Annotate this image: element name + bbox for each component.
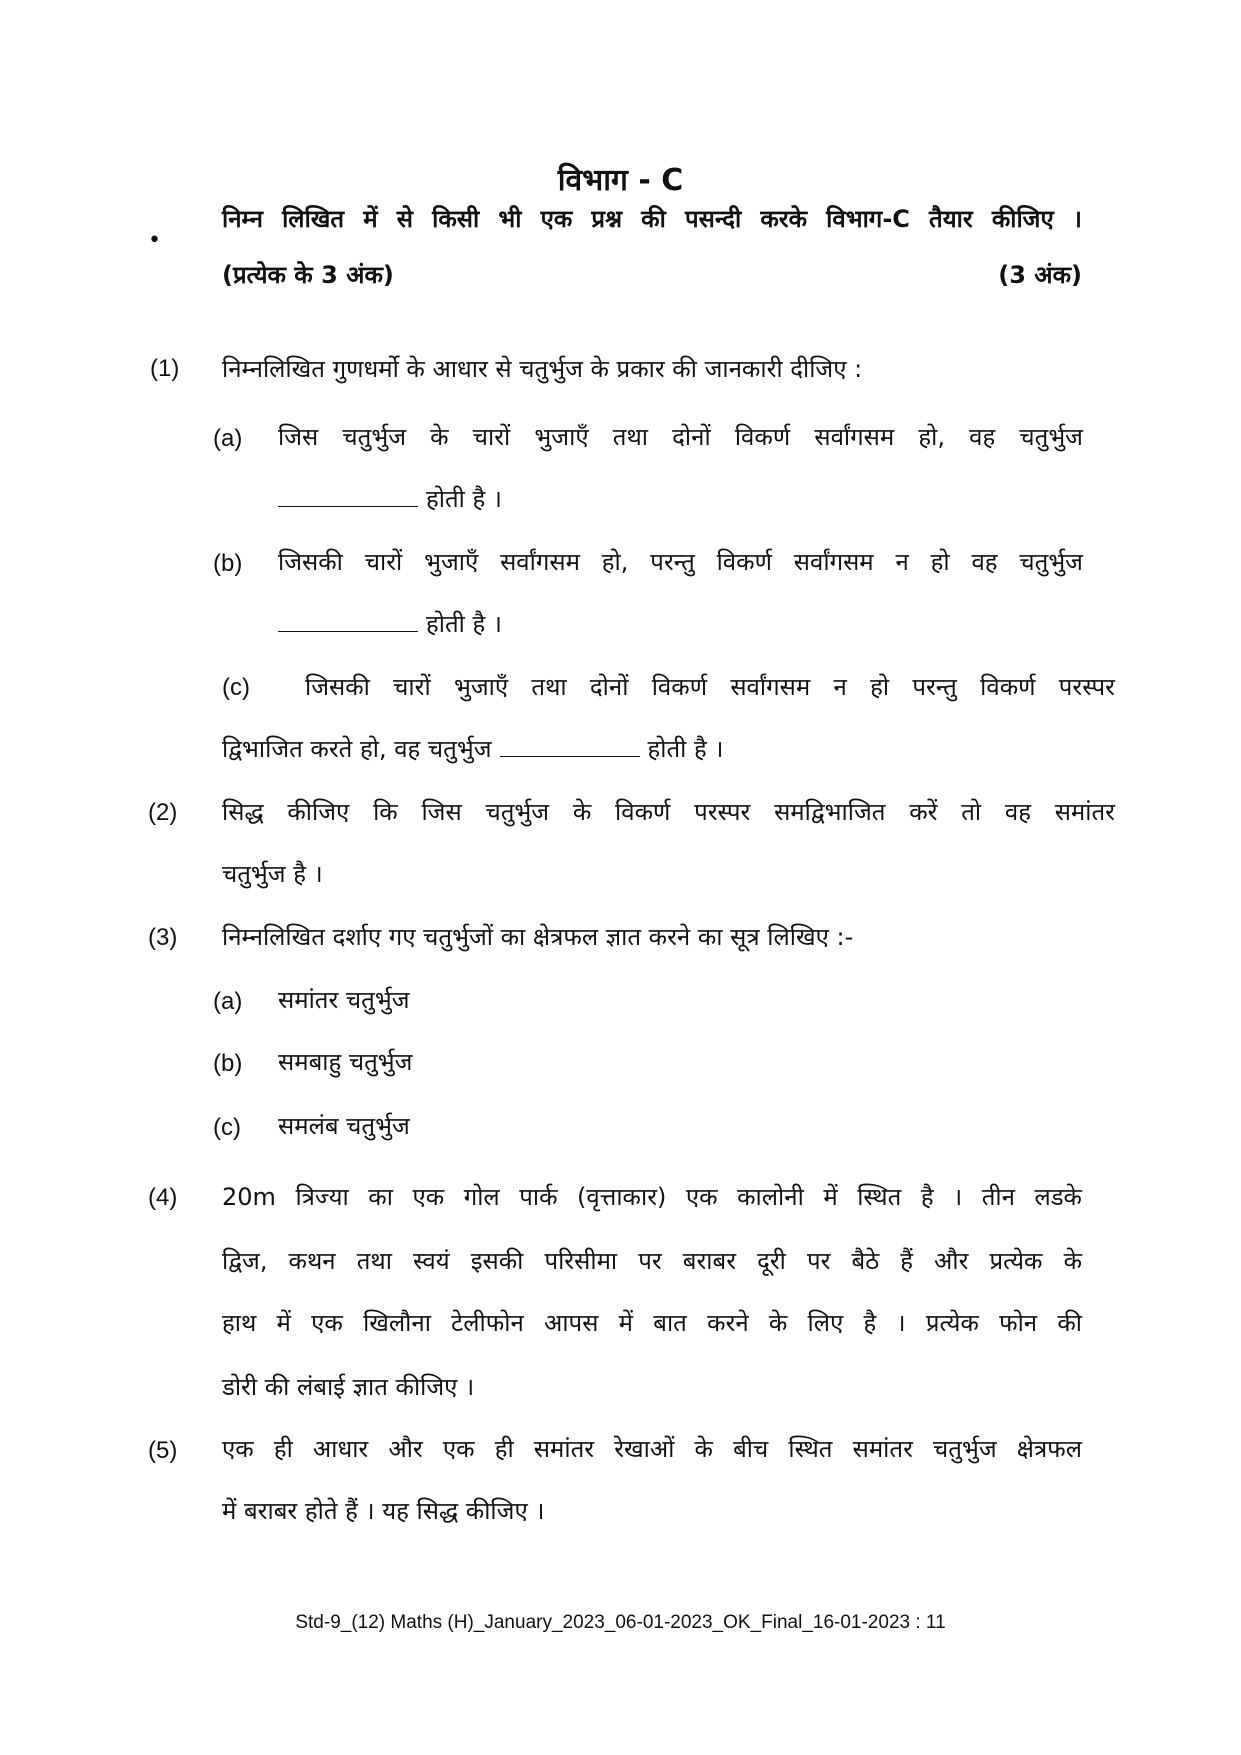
bullet: • [148, 228, 161, 253]
q1c-label: (c) [222, 674, 250, 701]
q1a-line1: जिस चतुर्भुज के चारों भुजाएँ तथा दोनों विकर्ण सर्वांगसम हो, वह चतुर्भुज [278, 423, 1083, 451]
q1b-line2 [278, 607, 502, 641]
q3b-text: समबाहु चतुर्भुज [278, 1048, 413, 1076]
q1c-line2a-text: द्विभाजित करते हो, वह चतुर्भुज [222, 735, 492, 763]
q1-number: (1) [150, 355, 180, 382]
q4-line4: डोरी की लंबाई ज्ञात कीजिए । [222, 1373, 475, 1401]
q4-line3: हाथ में एक खिलौना टेलीफोन आपस में बात करने के लिए है । प्रत्येक फोन की [222, 1309, 1082, 1337]
q1c-line2 [222, 732, 724, 766]
q3a-text: समांतर चतुर्भुज [278, 986, 410, 1014]
instruction-text: निम्न लिखित में से किसी भी एक प्रश्न की पसन्दी करके विभाग-C तैयार कीजिए । [222, 205, 1082, 233]
marks-total: (3 अंक) [998, 261, 1082, 289]
q3a-label: (a) [213, 988, 243, 1015]
q1a-label: (a) [213, 425, 243, 452]
q4-number: (4) [148, 1184, 178, 1211]
q3c-text: समलंब चतुर्भुज [278, 1112, 410, 1140]
q1c-line2b-text: होती है । [647, 735, 724, 763]
q1a-line2 [278, 482, 502, 516]
q4-line2: द्विज, कथन तथा स्वयं इसकी परिसीमा पर बराबर दूरी पर बैठे हैं और प्रत्येक के [222, 1247, 1082, 1275]
section-heading: विभाग - C [557, 163, 684, 198]
q3-number: (3) [148, 924, 178, 951]
q1b-line1: जिसकी चारों भुजाएँ सर्वांगसम हो, परन्तु विकर्ण सर्वांगसम न हो वह चतुर्भुज [278, 548, 1083, 576]
q2-number: (2) [148, 799, 178, 826]
page-footer: Std-9_(12) Maths (H)_January_2023_06-01-2023_OK_Final_16-01-2023 : 11 [295, 1612, 946, 1633]
q2-line1: सिद्ध कीजिए कि जिस चतुर्भुज के विकर्ण परस्पर समद्विभाजित करें तो वह समांतर [222, 798, 1115, 826]
q2-line2: चतुर्भुज है । [222, 860, 323, 888]
q3c-label: (c) [213, 1114, 241, 1141]
q1c-line1: जिसकी चारों भुजाएँ तथा दोनों विकर्ण सर्वांगसम न हो परन्तु विकर्ण परस्पर [305, 673, 1115, 701]
q3b-label: (b) [213, 1050, 243, 1077]
q1-text: निम्नलिखित गुणधर्मो के आधार से चतुर्भुज के प्रकार की जानकारी दीजिए : [222, 355, 863, 383]
q4-line1: 20m त्रिज्या का एक गोल पार्क (वृत्ताकार) एक कालोनी में स्थित है । तीन लडके [222, 1183, 1082, 1211]
q5-line2: में बराबर होते हैं । यह सिद्ध कीजिए । [222, 1497, 545, 1525]
q1b-line2-text: होती है । [426, 610, 502, 638]
q5-line1: एक ही आधार और एक ही समांतर रेखाओं के बीच स्थित समांतर चतुर्भुज क्षेत्रफल [222, 1435, 1082, 1463]
q1a-line2-text: होती है । [426, 485, 502, 513]
q1b-label: (b) [213, 550, 243, 577]
q3-text: निम्नलिखित दर्शाए गए चतुर्भुजों का क्षेत्रफल ज्ञात करने का सूत्र लिखिए :- [222, 923, 854, 951]
q5-number: (5) [148, 1437, 178, 1464]
marks-each: (प्रत्येक के 3 अंक) [222, 261, 394, 289]
